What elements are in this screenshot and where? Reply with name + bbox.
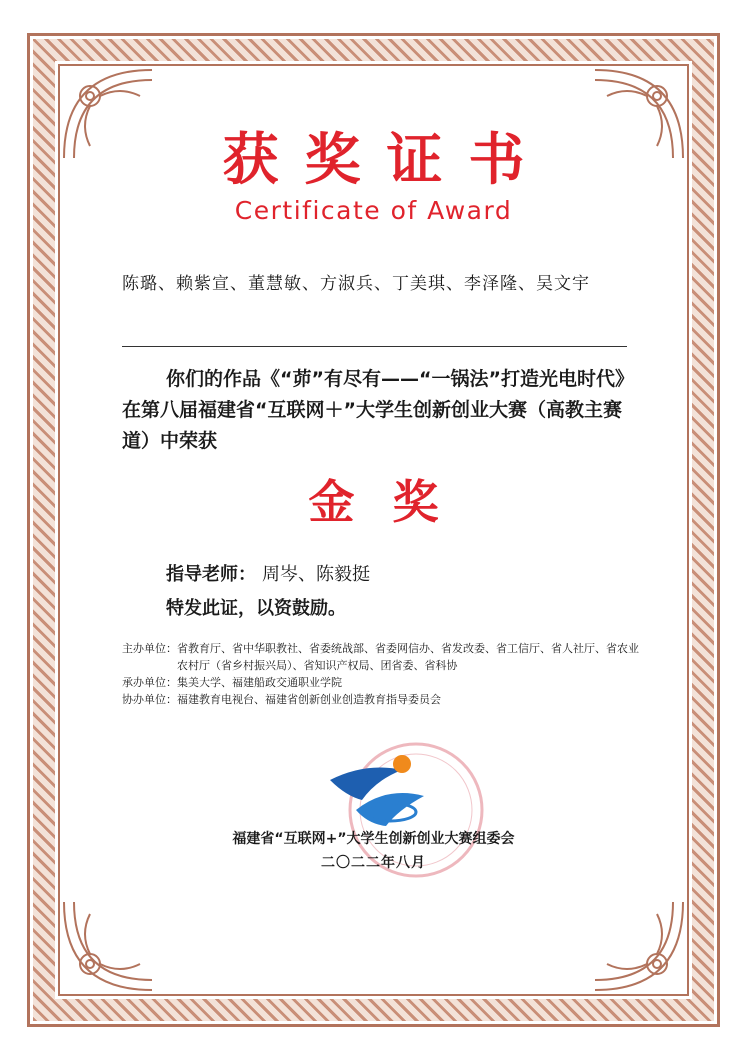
corner-ornament-icon	[60, 898, 156, 994]
advisor-label: 指导老师：	[166, 564, 256, 585]
issue-date: 二〇二二年八月	[321, 855, 426, 871]
co-organizer-units-row	[122, 691, 642, 708]
host-units-value: 省教育厅、省中华职教社、省委统战部、省委网信办、省发改委、省工信厅、省人社厅、省农业农村厅（省乡村振兴局）、省知识产权局、团省委、省科协	[177, 642, 639, 672]
issuing-committee: 福建省“互联网+”大学生创新创业大赛组委会	[232, 831, 515, 847]
advisor-line	[166, 562, 370, 588]
organizer-units-row	[122, 674, 642, 691]
co-organizer-units-value: 福建教育电视台、福建省创新创业创造教育指导委员会	[177, 693, 441, 706]
recipient-names: 陈璐、赖紫宣、董慧敏、方淑兵、丁美琪、李泽隆、吴文宇	[122, 274, 590, 294]
encouragement-text: 特发此证，以资鼓励。	[166, 598, 346, 619]
corner-ornament-icon	[591, 898, 687, 994]
host-units-row	[122, 640, 642, 674]
competition-logo-icon	[330, 755, 424, 826]
certificate-title-english: Certificate of Award	[234, 196, 513, 225]
divider-line	[122, 346, 627, 347]
advisor-names: 周岑、陈毅挺	[262, 564, 370, 585]
organizing-units	[122, 640, 642, 708]
organizer-units-value: 集美大学、福建船政交通职业学院	[177, 676, 342, 689]
award-citation: 你们的作品《“茆”有尽有——“一锅法”打造光电时代》在第八届福建省“互联网＋”大学生创新创业大赛（高教主赛道）中荣获	[122, 368, 634, 452]
host-units-label: 主办单位：	[122, 642, 177, 655]
certificate-title: 获奖证书	[222, 127, 551, 193]
co-organizer-units-label: 协办单位：	[122, 693, 177, 706]
award-level: 金奖	[308, 475, 477, 529]
organizer-units-label: 承办单位：	[122, 676, 177, 689]
